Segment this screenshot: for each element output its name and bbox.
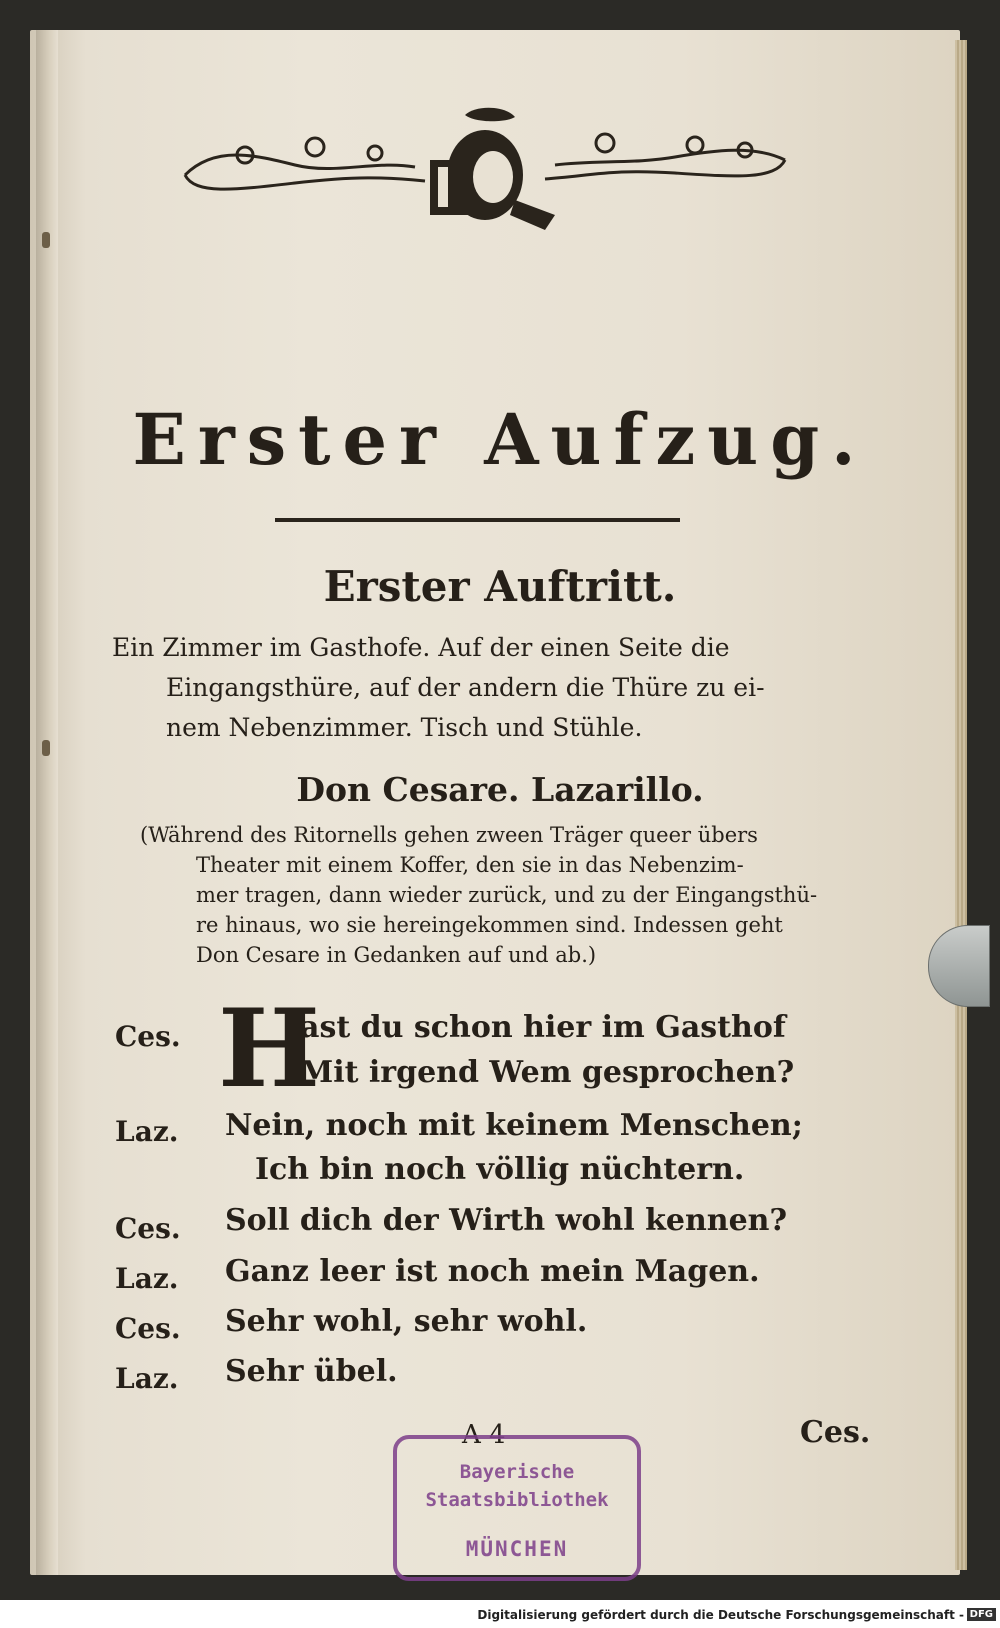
stage-line: Don Cesare in Gedanken auf und ab.) <box>196 943 597 967</box>
dramatis-personae: Don Cesare. Lazarillo. <box>296 770 704 809</box>
stage-line: re hinaus, wo sie hereingekommen sind. Indessen geht <box>196 913 783 937</box>
stage-line: mer tragen, dann wieder zurück, und zu der Eingangsthü- <box>196 883 818 907</box>
dialogue-line: ast du schon hier im Gasthof <box>300 1010 786 1045</box>
speaker-label: Laz. <box>115 1362 179 1395</box>
stage-line: (Während des Ritornells gehen zween Träger queer übers <box>140 823 758 847</box>
dialogue-line: Ganz leer ist noch mein Magen. <box>225 1254 760 1289</box>
speaker-label: Laz. <box>115 1262 179 1295</box>
stamp-line: Staatsbibliothek <box>425 1489 609 1511</box>
scene-title: Erster Auftritt. <box>323 562 677 611</box>
setting-line: Eingangsthüre, auf der andern die Thüre zu ei- <box>166 673 765 702</box>
setting-line: nem Nebenzimmer. Tisch und Stühle. <box>166 713 643 742</box>
stage-line: Theater mit einem Koffer, den sie in das Nebenzim- <box>196 853 744 877</box>
binding-stitch <box>42 232 50 248</box>
dfg-logo: DFG <box>967 1608 996 1621</box>
library-stamp <box>393 1435 641 1581</box>
ornament-vignette-icon <box>175 105 795 255</box>
dialogue-line: Nein, noch mit keinem Menschen; <box>225 1108 803 1143</box>
stamp-line: MÜNCHEN <box>465 1537 569 1561</box>
drop-cap: H <box>218 986 321 1112</box>
speaker-label: Laz. <box>115 1115 179 1148</box>
scene-setting <box>112 628 852 748</box>
title-rule <box>275 518 680 522</box>
dialogue-line: Sehr wohl, sehr wohl. <box>225 1304 588 1339</box>
catchword: Ces. <box>800 1415 871 1450</box>
footer-bar <box>0 1604 1000 1628</box>
signature-mark: A 4 <box>462 1420 506 1450</box>
binding-stitch <box>42 740 50 756</box>
setting-line: Ein Zimmer im Gasthofe. Auf der einen Seite die <box>112 633 730 662</box>
stamp-line: Bayerische <box>459 1461 575 1483</box>
speaker-label: Ces. <box>115 1212 181 1245</box>
stage-direction <box>140 820 855 970</box>
speaker-label: Ces. <box>115 1020 181 1053</box>
act-title: Erster Aufzug. <box>132 398 868 481</box>
dialogue-line: Sehr übel. <box>225 1354 398 1389</box>
speaker-label: Ces. <box>115 1312 181 1345</box>
footer-credit: Digitalisierung gefördert durch die Deutsche Forschungsgemeinschaft - <box>477 1608 964 1622</box>
dialogue-line: Ich bin noch völlig nüchtern. <box>255 1152 745 1187</box>
dialogue-line: Mit irgend Wem gesprochen? <box>300 1055 795 1090</box>
dialogue-line: Soll dich der Wirth wohl kennen? <box>225 1203 788 1238</box>
